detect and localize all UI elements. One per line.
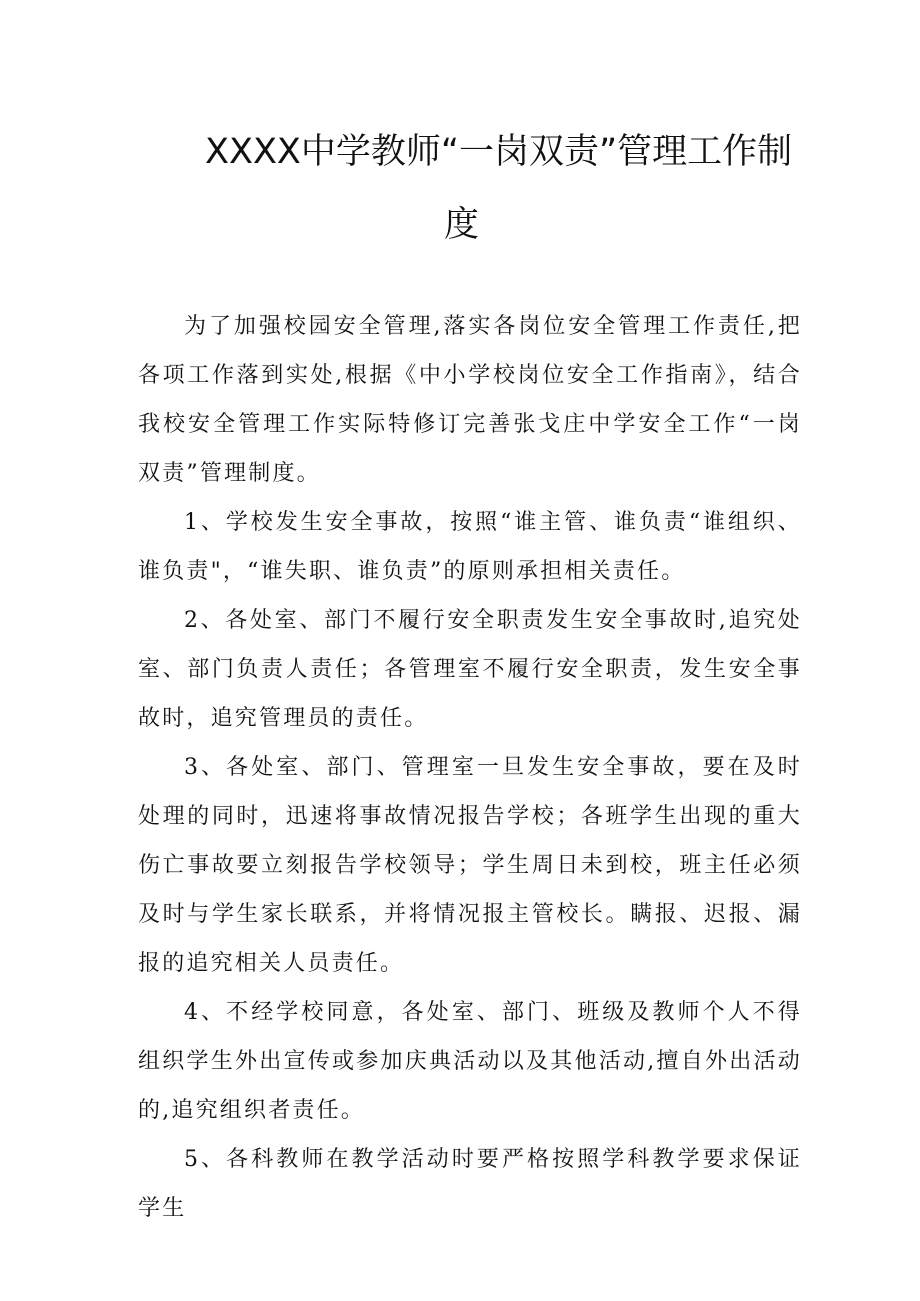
paragraph-item-3: 3、各处室、部门、管理室一旦发生安全事故，要在及时处理的同时，迅速将事故情况报告学校；各班学生出现的重大伤亡事故要立刻报告学校领导；学生周日未到校，班主任必须及时与学生家长联系，并将情况报主管校长。瞒报、迟报、漏报的追究相关人员责任。 xyxy=(138,755,802,976)
paragraph-intro: 为了加强校园安全管理,落实各岗位安全管理工作责任,把各项工作落到实处,根据《中小学校岗位安全工作指南》，结合我校安全管理工作实际特修订完善张戈庄中学安全工作“一岗双责”管理制度。 xyxy=(138,314,802,486)
document-body xyxy=(138,302,802,1233)
paragraph-item-4: 4、不经学校同意，各处室、部门、班级及教师个人不得组织学生外出宣传或参加庆典活动以及其他活动,擅自外出活动的,追究组织者责任。 xyxy=(138,1000,802,1123)
document-title-line-1: XXXX中学教师“一岗双责”管理工作制 xyxy=(205,132,793,172)
paragraph-item-1: 1、学校发生安全事故，按照“谁主管、谁负责“谁组织、谁负责"，“谁失职、谁负责”的原则承担相关责任。 xyxy=(138,510,802,584)
paragraph-item-2: 2、各处室、部门不履行安全职责发生安全事故时,追究处室、部门负责人责任；各管理室不履行安全职责，发生安全事故时，追究管理员的责任。 xyxy=(138,608,802,731)
document-title-line-2: 度 xyxy=(444,205,480,245)
paragraph-item-5: 5、各科教师在教学活动时要严格按照学科教学要求保证学生 xyxy=(138,1147,802,1221)
